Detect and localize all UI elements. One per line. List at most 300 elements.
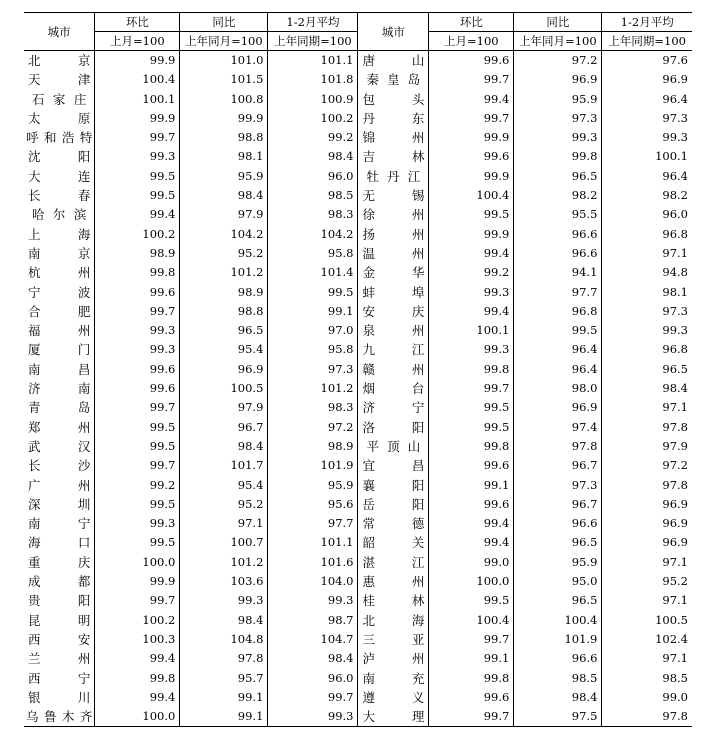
city-name-cell xyxy=(358,340,429,359)
city-name-cell xyxy=(358,591,429,610)
avg-value: 101.8 xyxy=(268,70,358,89)
mom-value: 99.4 xyxy=(429,533,514,552)
avg-value: 98.1 xyxy=(602,283,692,302)
mom-column-header: 环比 xyxy=(95,13,180,32)
avg-value: 100.2 xyxy=(268,109,358,128)
city-name-cell xyxy=(358,611,429,630)
city-name: 合 肥 xyxy=(28,303,91,319)
table-row xyxy=(24,302,692,321)
yoy-value: 96.7 xyxy=(514,495,602,514)
mom-value: 99.9 xyxy=(429,167,514,186)
mom-value: 99.6 xyxy=(429,456,514,475)
city-name: 烟 台 xyxy=(362,381,425,397)
mom-value: 99.6 xyxy=(95,283,180,302)
table-row xyxy=(24,418,692,437)
city-name-cell xyxy=(358,186,429,205)
yoy-value: 95.2 xyxy=(180,495,268,514)
city-name-cell xyxy=(24,514,95,533)
avg-value: 96.9 xyxy=(602,70,692,89)
avg-value: 99.5 xyxy=(268,283,358,302)
table-row xyxy=(24,263,692,282)
mom-value: 99.5 xyxy=(429,205,514,224)
mom-value: 99.9 xyxy=(429,225,514,244)
avg-value: 99.2 xyxy=(268,128,358,147)
avg-value: 96.9 xyxy=(602,514,692,533)
avg-value: 97.3 xyxy=(602,109,692,128)
mom-value: 99.8 xyxy=(429,360,514,379)
city-name: 北 海 xyxy=(362,612,425,628)
table-row xyxy=(24,360,692,379)
city-name-cell xyxy=(358,90,429,109)
city-name: 九 江 xyxy=(362,342,425,358)
city-name-cell xyxy=(358,128,429,147)
city-name-cell xyxy=(24,533,95,552)
city-name: 吉 林 xyxy=(362,149,425,165)
yoy-value: 100.8 xyxy=(180,90,268,109)
city-name: 丹 东 xyxy=(362,110,425,126)
table-row xyxy=(24,147,692,166)
avg-value: 97.8 xyxy=(602,476,692,495)
mom-value: 99.9 xyxy=(95,572,180,591)
mom-value: 99.4 xyxy=(429,90,514,109)
city-name: 徐 州 xyxy=(362,207,425,223)
city-name-cell xyxy=(24,495,95,514)
table-row xyxy=(24,495,692,514)
yoy-value: 98.2 xyxy=(514,186,602,205)
mom-value: 99.7 xyxy=(429,70,514,89)
avg-value: 95.8 xyxy=(268,340,358,359)
city-name: 南 昌 xyxy=(28,361,91,377)
avg-value: 96.0 xyxy=(268,167,358,186)
yoy-value: 96.5 xyxy=(180,321,268,340)
city-name: 北 京 xyxy=(28,53,91,68)
avg-value: 97.8 xyxy=(602,707,692,727)
avg-value: 98.4 xyxy=(602,379,692,398)
city-name: 温 州 xyxy=(362,245,425,261)
mom-value: 99.4 xyxy=(95,649,180,668)
avg-value: 97.1 xyxy=(602,553,692,572)
avg-value: 104.7 xyxy=(268,630,358,649)
yoy-value: 97.1 xyxy=(180,514,268,533)
avg-value: 95.2 xyxy=(602,572,692,591)
mom-value: 99.5 xyxy=(95,167,180,186)
city-name: 呼 和 浩 特 xyxy=(26,130,93,146)
yoy-column-header: 同比 xyxy=(180,13,268,32)
mom-value: 99.7 xyxy=(429,109,514,128)
yoy-value: 98.4 xyxy=(180,186,268,205)
yoy-value: 96.7 xyxy=(514,456,602,475)
city-price-index-table xyxy=(24,12,692,727)
avg-base-header: 上年同期=100 xyxy=(268,32,358,51)
mom-value: 99.7 xyxy=(95,591,180,610)
table-row xyxy=(24,649,692,668)
yoy-value: 95.9 xyxy=(514,553,602,572)
city-name: 长 沙 xyxy=(28,458,91,474)
city-name: 贵 阳 xyxy=(28,593,91,609)
yoy-value: 97.7 xyxy=(514,283,602,302)
yoy-value: 96.9 xyxy=(180,360,268,379)
mom-value: 100.0 xyxy=(95,553,180,572)
city-name-cell xyxy=(24,90,95,109)
city-name-cell xyxy=(358,437,429,456)
city-name: 平 顶 山 xyxy=(366,438,421,454)
table-row xyxy=(24,244,692,263)
mom-value: 100.4 xyxy=(429,186,514,205)
city-name-cell xyxy=(24,553,95,572)
yoy-value: 97.2 xyxy=(514,51,602,71)
city-name: 金 华 xyxy=(362,265,425,281)
yoy-value: 95.7 xyxy=(180,669,268,688)
yoy-value: 96.7 xyxy=(180,418,268,437)
city-name-cell xyxy=(358,205,429,224)
mom-value: 99.4 xyxy=(429,514,514,533)
city-name-cell xyxy=(358,321,429,340)
city-name: 乌 鲁 木 齐 xyxy=(26,709,93,725)
city-name: 韶 关 xyxy=(362,535,425,551)
table-row xyxy=(24,283,692,302)
city-name: 泸 州 xyxy=(362,651,425,667)
city-name: 哈 尔 滨 xyxy=(32,207,87,223)
city-name-cell xyxy=(358,649,429,668)
yoy-value: 101.2 xyxy=(180,263,268,282)
city-name-cell xyxy=(358,51,429,71)
city-name-cell xyxy=(24,167,95,186)
avg-value: 99.7 xyxy=(268,688,358,707)
city-name-cell xyxy=(358,379,429,398)
mom-value: 99.8 xyxy=(429,437,514,456)
table-row xyxy=(24,533,692,552)
mom-value: 99.3 xyxy=(95,147,180,166)
city-name-cell xyxy=(24,302,95,321)
yoy-value: 101.0 xyxy=(180,51,268,71)
city-name: 泉 州 xyxy=(362,323,425,339)
city-name-cell xyxy=(358,456,429,475)
avg-value: 97.7 xyxy=(268,514,358,533)
yoy-value: 97.8 xyxy=(180,649,268,668)
city-name-cell xyxy=(24,630,95,649)
yoy-value: 96.6 xyxy=(514,514,602,533)
table-row xyxy=(24,437,692,456)
avg-value: 97.1 xyxy=(602,398,692,417)
avg-value: 97.3 xyxy=(602,302,692,321)
avg-value: 97.1 xyxy=(602,591,692,610)
yoy-value: 98.9 xyxy=(180,283,268,302)
avg-value: 104.2 xyxy=(268,225,358,244)
mom-value: 99.5 xyxy=(95,186,180,205)
city-name-cell xyxy=(358,514,429,533)
city-name-cell xyxy=(24,263,95,282)
city-name-cell xyxy=(24,51,95,71)
table-row xyxy=(24,167,692,186)
avg-value: 101.4 xyxy=(268,263,358,282)
yoy-value: 98.4 xyxy=(180,611,268,630)
avg-value: 101.1 xyxy=(268,51,358,71)
mom-value: 99.9 xyxy=(95,51,180,71)
avg-value: 94.8 xyxy=(602,263,692,282)
city-name-cell xyxy=(24,244,95,263)
mom-value: 99.7 xyxy=(95,128,180,147)
yoy-value: 99.9 xyxy=(180,109,268,128)
table-row xyxy=(24,572,692,591)
yoy-value: 96.4 xyxy=(514,340,602,359)
yoy-value: 95.9 xyxy=(514,90,602,109)
yoy-value: 98.4 xyxy=(180,437,268,456)
city-name-cell xyxy=(358,553,429,572)
avg-value: 101.9 xyxy=(268,456,358,475)
city-name-cell xyxy=(358,398,429,417)
yoy-value: 96.9 xyxy=(514,70,602,89)
avg-value: 95.8 xyxy=(268,244,358,263)
city-name: 安 庆 xyxy=(362,303,425,319)
city-name: 大 连 xyxy=(28,168,91,184)
city-name-cell xyxy=(24,186,95,205)
city-name-cell xyxy=(24,707,95,727)
table-row xyxy=(24,109,692,128)
yoy-value: 97.3 xyxy=(514,476,602,495)
city-name-cell xyxy=(358,283,429,302)
city-name: 宁 波 xyxy=(28,284,91,300)
avg-value: 96.9 xyxy=(602,495,692,514)
table-row xyxy=(24,340,692,359)
city-name: 上 海 xyxy=(28,226,91,242)
avg-value: 98.5 xyxy=(268,186,358,205)
avg-value: 104.0 xyxy=(268,572,358,591)
avg-value: 96.8 xyxy=(602,225,692,244)
yoy-value: 96.8 xyxy=(514,302,602,321)
table-row xyxy=(24,456,692,475)
mom-value: 99.5 xyxy=(95,418,180,437)
avg-value: 100.5 xyxy=(602,611,692,630)
mom-value: 100.1 xyxy=(429,321,514,340)
yoy-value: 98.4 xyxy=(514,688,602,707)
avg-value: 95.9 xyxy=(268,476,358,495)
avg-value: 98.3 xyxy=(268,205,358,224)
table-row xyxy=(24,70,692,89)
city-name: 厦 门 xyxy=(28,342,91,358)
avg-value: 97.6 xyxy=(602,51,692,71)
avg-value: 97.3 xyxy=(268,360,358,379)
mom-value: 99.4 xyxy=(95,688,180,707)
mom-value: 100.1 xyxy=(95,90,180,109)
mom-value: 99.2 xyxy=(95,476,180,495)
yoy-column-header: 同比 xyxy=(514,13,602,32)
avg-value: 96.8 xyxy=(602,340,692,359)
yoy-value: 97.9 xyxy=(180,398,268,417)
city-name: 唐 山 xyxy=(362,53,425,68)
mom-value: 99.6 xyxy=(429,495,514,514)
avg-value: 98.2 xyxy=(602,186,692,205)
table-row xyxy=(24,669,692,688)
avg-value: 98.5 xyxy=(602,669,692,688)
table-body xyxy=(24,51,692,727)
city-name: 襄 阳 xyxy=(362,477,425,493)
yoy-value: 99.1 xyxy=(180,707,268,727)
yoy-base-header: 上年同月=100 xyxy=(180,32,268,51)
yoy-value: 96.6 xyxy=(514,244,602,263)
mom-column-header: 环比 xyxy=(429,13,514,32)
table-row xyxy=(24,398,692,417)
city-name: 沈 阳 xyxy=(28,149,91,165)
avg-value: 98.9 xyxy=(268,437,358,456)
city-name-cell xyxy=(24,109,95,128)
city-name: 扬 州 xyxy=(362,226,425,242)
city-name-cell xyxy=(24,398,95,417)
yoy-value: 95.4 xyxy=(180,340,268,359)
mom-value: 99.3 xyxy=(95,514,180,533)
table-row xyxy=(24,186,692,205)
avg-value: 95.6 xyxy=(268,495,358,514)
city-name: 锦 州 xyxy=(362,130,425,146)
city-name-cell xyxy=(24,147,95,166)
avg-value: 99.1 xyxy=(268,302,358,321)
yoy-value: 96.9 xyxy=(514,398,602,417)
city-name: 兰 州 xyxy=(28,651,91,667)
avg-value: 102.4 xyxy=(602,630,692,649)
avg-value: 101.6 xyxy=(268,553,358,572)
city-name-cell xyxy=(24,205,95,224)
avg-value: 96.4 xyxy=(602,90,692,109)
yoy-value: 94.1 xyxy=(514,263,602,282)
table-header xyxy=(24,13,692,51)
mom-value: 100.4 xyxy=(95,70,180,89)
city-name: 桂 林 xyxy=(362,593,425,609)
city-name: 宜 昌 xyxy=(362,458,425,474)
city-name-cell xyxy=(358,263,429,282)
city-name-cell xyxy=(358,109,429,128)
yoy-value: 97.5 xyxy=(514,707,602,727)
table-row xyxy=(24,514,692,533)
city-name: 西 宁 xyxy=(28,670,91,686)
avg-value: 96.4 xyxy=(602,167,692,186)
city-name: 太 原 xyxy=(28,110,91,126)
city-name: 南 宁 xyxy=(28,516,91,532)
mom-value: 99.4 xyxy=(429,244,514,263)
yoy-value: 101.5 xyxy=(180,70,268,89)
yoy-value: 95.4 xyxy=(180,476,268,495)
city-name: 海 口 xyxy=(28,535,91,551)
mom-value: 99.1 xyxy=(429,649,514,668)
city-name-cell xyxy=(358,225,429,244)
table-row xyxy=(24,553,692,572)
yoy-value: 96.5 xyxy=(514,533,602,552)
city-name: 洛 阳 xyxy=(362,419,425,435)
yoy-value: 96.6 xyxy=(514,225,602,244)
city-name: 青 岛 xyxy=(28,400,91,416)
city-name-cell xyxy=(24,572,95,591)
city-name: 无 锡 xyxy=(362,188,425,204)
yoy-value: 97.4 xyxy=(514,418,602,437)
table-row xyxy=(24,630,692,649)
table-row xyxy=(24,128,692,147)
mom-value: 99.7 xyxy=(95,398,180,417)
city-name-cell xyxy=(358,688,429,707)
avg-value: 97.2 xyxy=(602,456,692,475)
city-name-cell xyxy=(358,302,429,321)
city-name: 南 充 xyxy=(362,670,425,686)
avg-value: 100.1 xyxy=(602,147,692,166)
yoy-value: 101.9 xyxy=(514,630,602,649)
yoy-value: 97.3 xyxy=(514,109,602,128)
city-name: 岳 阳 xyxy=(362,496,425,512)
city-name: 济 南 xyxy=(28,381,91,397)
mom-value: 99.3 xyxy=(95,340,180,359)
table-row xyxy=(24,225,692,244)
mom-value: 100.0 xyxy=(95,707,180,727)
city-name: 成 都 xyxy=(28,574,91,590)
yoy-value: 96.6 xyxy=(514,649,602,668)
mom-value: 99.4 xyxy=(429,302,514,321)
city-name-cell xyxy=(358,707,429,727)
city-name: 湛 江 xyxy=(362,554,425,570)
city-name-cell xyxy=(24,437,95,456)
city-name-cell xyxy=(358,418,429,437)
yoy-value: 100.7 xyxy=(180,533,268,552)
mom-value: 99.5 xyxy=(95,495,180,514)
avg-value: 97.9 xyxy=(602,437,692,456)
city-name-cell xyxy=(24,225,95,244)
mom-value: 99.5 xyxy=(95,437,180,456)
mom-base-header: 上月=100 xyxy=(95,32,180,51)
city-name-cell xyxy=(24,688,95,707)
city-name: 西 安 xyxy=(28,631,91,647)
city-name: 广 州 xyxy=(28,477,91,493)
table-row xyxy=(24,591,692,610)
city-name: 牡 丹 江 xyxy=(366,168,421,184)
avg-value: 96.9 xyxy=(602,533,692,552)
mom-value: 99.6 xyxy=(95,360,180,379)
yoy-value: 104.8 xyxy=(180,630,268,649)
mom-value: 99.4 xyxy=(95,205,180,224)
avg-value: 99.3 xyxy=(268,707,358,727)
yoy-value: 96.5 xyxy=(514,167,602,186)
yoy-value: 97.8 xyxy=(514,437,602,456)
city-name-cell xyxy=(358,360,429,379)
avg-value: 96.0 xyxy=(268,669,358,688)
mom-value: 99.7 xyxy=(429,707,514,727)
city-name: 赣 州 xyxy=(362,361,425,377)
city-name-cell xyxy=(24,360,95,379)
city-name-cell xyxy=(24,669,95,688)
city-name-cell xyxy=(358,572,429,591)
avg-value: 101.2 xyxy=(268,379,358,398)
table-row xyxy=(24,321,692,340)
avg-value: 97.8 xyxy=(602,418,692,437)
yoy-base-header: 上年同月=100 xyxy=(514,32,602,51)
mom-value: 100.2 xyxy=(95,225,180,244)
yoy-value: 101.2 xyxy=(180,553,268,572)
avg-value: 99.3 xyxy=(602,321,692,340)
mom-value: 99.3 xyxy=(95,321,180,340)
mom-value: 99.9 xyxy=(429,128,514,147)
city-name: 武 汉 xyxy=(28,438,91,454)
mom-value: 99.5 xyxy=(429,591,514,610)
avg-value: 99.0 xyxy=(602,688,692,707)
city-name: 包 头 xyxy=(362,91,425,107)
avg-value: 96.5 xyxy=(602,360,692,379)
avg-base-header: 上年同期=100 xyxy=(602,32,692,51)
yoy-value: 101.7 xyxy=(180,456,268,475)
city-name-cell xyxy=(358,630,429,649)
mom-value: 100.0 xyxy=(429,572,514,591)
yoy-value: 100.5 xyxy=(180,379,268,398)
yoy-value: 99.5 xyxy=(514,321,602,340)
city-name-cell xyxy=(358,167,429,186)
mom-value: 99.2 xyxy=(429,263,514,282)
city-name: 蚌 埠 xyxy=(362,284,425,300)
avg-value: 101.1 xyxy=(268,533,358,552)
city-name: 石 家 庄 xyxy=(32,91,87,107)
mom-value: 99.3 xyxy=(429,340,514,359)
